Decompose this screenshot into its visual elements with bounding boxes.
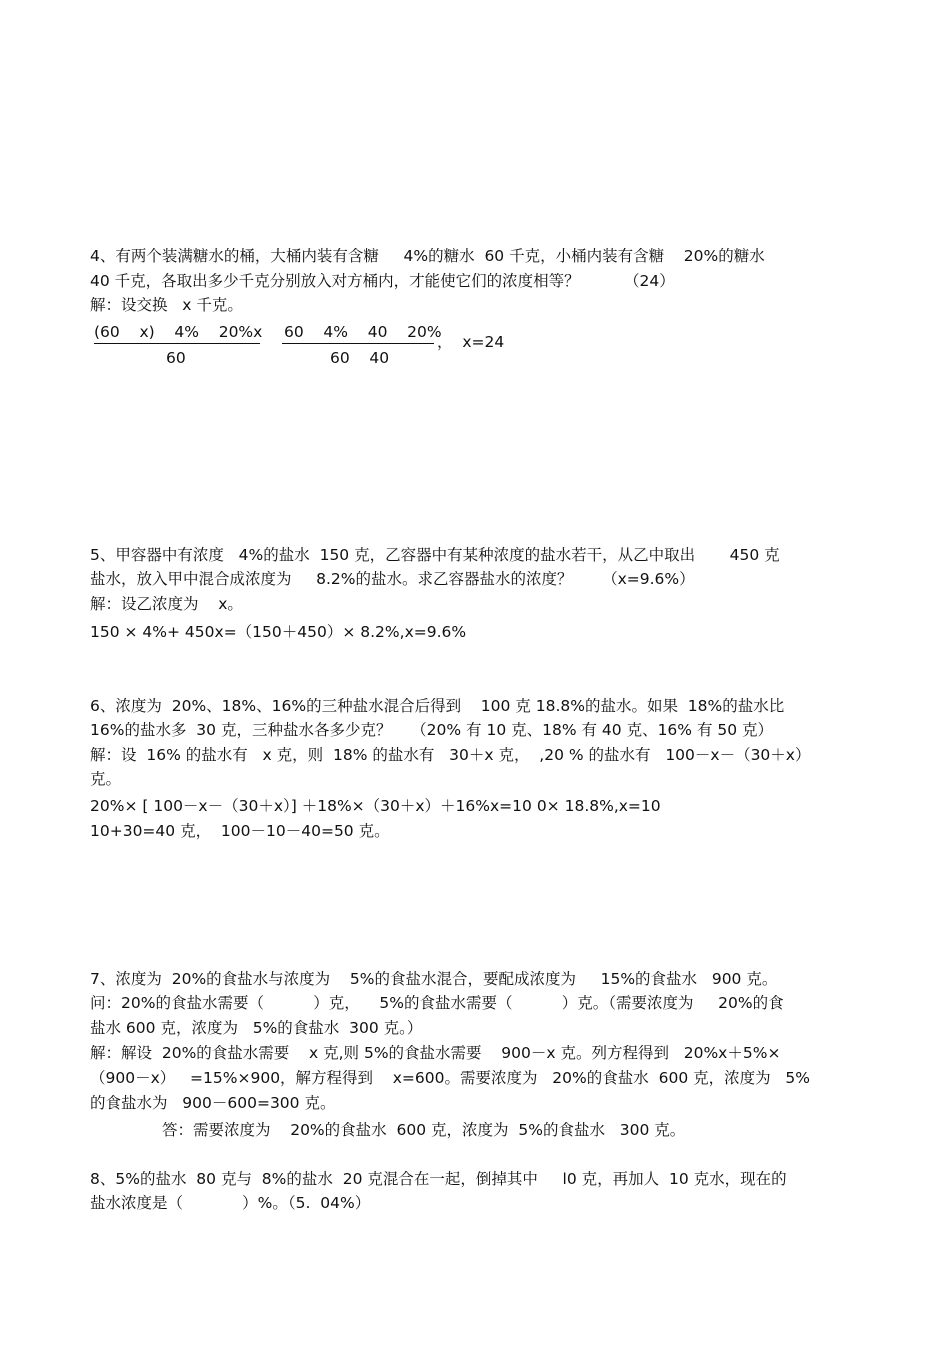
problem-7-line-3: 盐水 600 克，浓度为 5%的食盐水 300 克。） [90, 1019, 423, 1037]
problem-5-equation: 150 × 4%+ 450x=（150＋450）× 8.2%,x=9.6% [90, 623, 467, 641]
problem-5-line-1: 5、甲容器中有浓度 4%的盐水 150 克，乙容器中有某种浓度的盐水若干，从乙中取出 450 克 [90, 546, 780, 564]
problem-6-solution-line-1: 解：设 16% 的盐水有 x 克，则 18% 的盐水有 30＋x 克， ,20 % 的盐水有 100－x－（30＋x） [90, 746, 811, 764]
problem-6-line-1: 6、浓度为 20%、18%、16%的三种盐水混合后得到 100 克 18.8%的盐水。如果 18%的盐水比 [90, 697, 785, 715]
problem-5-solution-intro: 解：设乙浓度为 x。 [90, 595, 243, 613]
problem-6-solution-line-2: 克。 [90, 770, 122, 788]
fraction-bar-left [94, 343, 260, 344]
equation-4-numerator-left: (60 x) 4% 20%x [94, 323, 263, 341]
problem-7-answer: 答：需要浓度为 20%的食盐水 600 克，浓度为 5%的食盐水 300 克。 [162, 1121, 686, 1139]
problem-8-line-1: 8、5%的盐水 80 克与 8%的盐水 20 克混合在一起，倒掉其中 l0 克，再加人 10 克水，现在的 [90, 1170, 787, 1188]
problem-6-result: 10+30=40 克， 100－10－40=50 克。 [90, 822, 390, 840]
problem-7-line-2: 问：20%的食盐水需要（ ）克， 5%的食盐水需要（ ）克。（需要浓度为 20%的食 [90, 994, 784, 1012]
problem-7-line-1: 7、浓度为 20%的食盐水与浓度为 5%的食盐水混合，要配成浓度为 15%的食盐水 900 克。 [90, 970, 778, 988]
equation-4-denominator-right: 60 40 [330, 349, 390, 367]
equation-4-result: ， x=24 [437, 333, 505, 351]
problem-6-line-2: 16%的盐水多 30 克，三种盐水各多少克？ （20% 有 10 克、18% 有 40 克、16% 有 50 克） [90, 721, 774, 739]
equation-4-denominator-left: 60 [166, 349, 186, 367]
problem-4-solution-intro: 解：设交换 x 千克。 [90, 296, 243, 314]
problem-7-solution-line-1: 解：解设 20%的食盐水需要 x 克,则 5%的食盐水需要 900－x 克。列方程得到 20%x＋5%× [90, 1044, 781, 1062]
problem-6-equation: 20%× [ 100－x－（30＋x）] ＋18%×（30＋x）＋16%x=10 0× 18.8%,x=10 [90, 797, 661, 815]
problem-5-line-2: 盐水，放入甲中混合成浓度为 8.2%的盐水。求乙容器盐水的浓度？ （x=9.6%） [90, 570, 695, 588]
problem-8-line-2: 盐水浓度是（ ）%。（5. 04%） [90, 1194, 371, 1212]
fraction-bar-right [282, 343, 434, 344]
problem-7-solution-line-3: 的食盐水为 900－600=300 克。 [90, 1094, 336, 1112]
problem-4-line-1: 4、有两个装满糖水的桶，大桶内装有含糖 4%的糖水 60 千克，小桶内装有含糖 20%的糖水 [90, 247, 765, 265]
problem-7-solution-line-2: （900－x） =15%×900，解方程得到 x=600。需要浓度为 20%的食盐水 600 克，浓度为 5% [90, 1069, 810, 1087]
problem-4-line-2: 40 千克，各取出多少千克分别放入对方桶内，才能使它们的浓度相等？ （24） [90, 272, 675, 290]
equation-4-numerator-right: 60 4% 40 20% [284, 323, 442, 341]
